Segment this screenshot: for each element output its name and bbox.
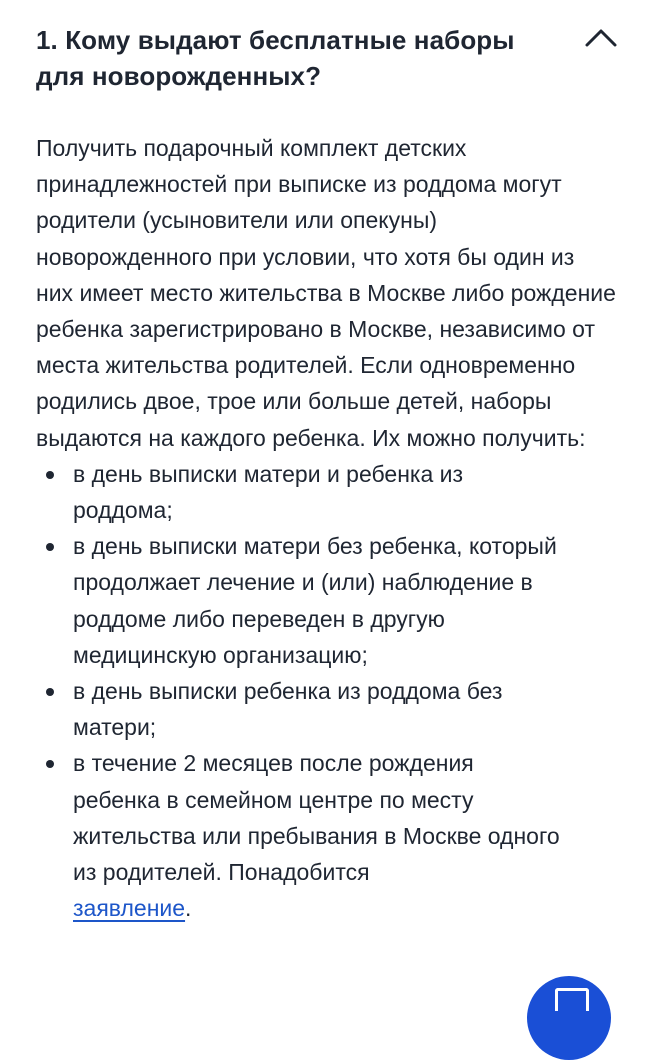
chat-fab-button[interactable] [527,976,611,1060]
list-item [36,456,563,528]
faq-answer [36,130,616,926]
chevron-up-icon[interactable] [584,26,618,50]
link-suffix: . [185,895,192,922]
list-item [36,745,563,926]
application-link[interactable]: заявление [73,895,186,922]
faq-answer-paragraph: Получить подарочный комплект детских принадлежностей при выписке из роддома могут родители (усыновители или опекуны) новорожденного при условии, что хотя бы один из них имеет место жительства в Москве либо рождение ребенка зарегистрировано в Москве, независимо от места жительства родителей. Если одновременно родились двое, трое или больше детей, наборы выдаются на каждого ребенка. Их можно получить: [36,135,616,451]
faq-question-title: 1. Кому выдают бесплатные наборы для новорожденных? [36,25,515,91]
list-item-text: в день выписки матери без ребенка, который продолжает лечение и (или) наблюдение в роддоме либо переведен в другую медицинскую организацию; [73,533,557,668]
faq-answer-list [36,456,616,927]
list-item-text: в течение 2 месяцев после рождения ребенка в семейном центре по месту жительства или пребывания в Москве одного из родителей. Понадобится [73,750,560,886]
list-item [36,528,563,673]
list-item-text: в день выписки ребенка из роддома без матери; [73,678,503,741]
list-item-text: в день выписки матери и ребенка из роддома; [73,460,464,524]
list-item [36,673,563,745]
faq-question-header[interactable] [36,0,636,94]
faq-item [36,0,636,926]
